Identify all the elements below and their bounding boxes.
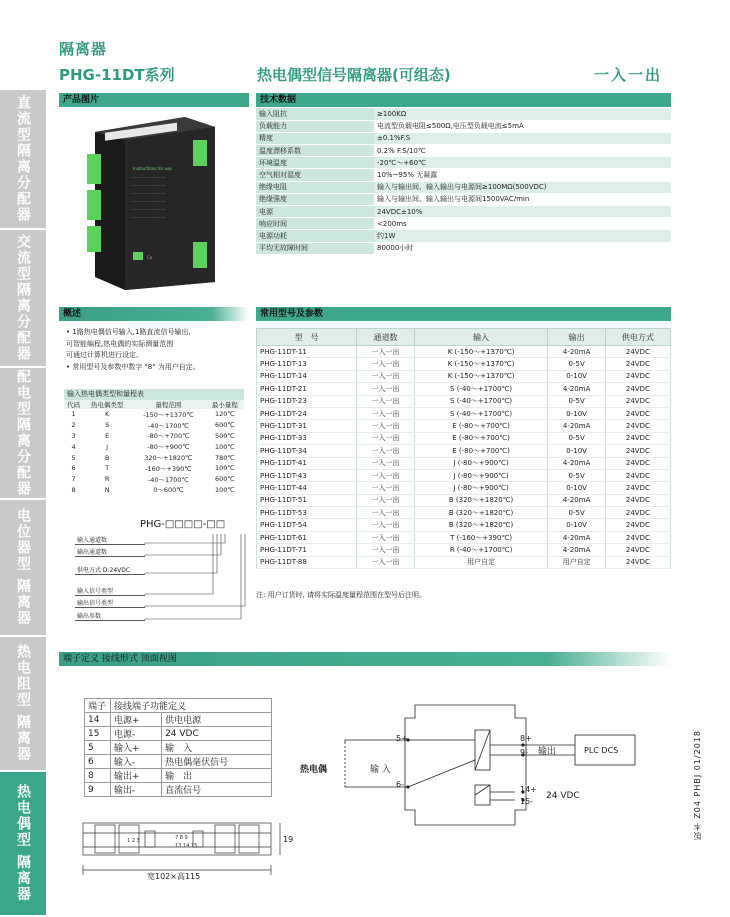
range-cell: 5 — [71, 453, 76, 462]
model-cell: B (320～+1820℃) — [414, 507, 548, 519]
model-cell: 24VDC — [605, 469, 670, 481]
model-cell: 0-10V — [548, 370, 605, 382]
spec-row — [256, 218, 671, 230]
model-cell: 一入一出 — [357, 358, 414, 370]
overview-item: • 1路热电偶信号输入,1路直流信号输出, — [66, 328, 191, 336]
svg-text:...........................: ........................... — [131, 198, 166, 203]
terminal-row — [85, 755, 272, 769]
spec-row — [256, 181, 671, 193]
model-cell: 0-5V — [548, 507, 605, 519]
model-row — [257, 383, 671, 395]
terminal-row — [85, 769, 272, 783]
model-cell: 24VDC — [605, 494, 670, 506]
model-cell: 一入一出 — [357, 420, 414, 432]
range-cell: 8 — [71, 485, 76, 494]
spec-key: 输入阻抗 — [256, 108, 374, 120]
terminal-8-label: 8+ — [520, 734, 532, 743]
model-cell: 一入一出 — [357, 432, 414, 444]
model-cell: 0-10V — [548, 519, 605, 531]
terminal-cell: 15 — [85, 727, 111, 741]
terminal-row — [85, 741, 272, 755]
range-cell: 6 — [71, 464, 76, 473]
range-cell: N — [104, 485, 110, 494]
overview-item: 可智能编程,热电偶的实际测量范围 — [66, 339, 174, 348]
model-cell: 24VDC — [605, 556, 670, 568]
spec-key: 平均无故障时间 — [256, 242, 374, 254]
model-header: 输出 — [548, 329, 605, 346]
terminal-14-label: 14+ — [520, 785, 537, 794]
range-cell: 600℃ — [214, 475, 235, 484]
version-footer: 版本 Z04 PHBJ 01/2018 — [693, 730, 702, 841]
spec-row — [256, 157, 671, 169]
spec-key: 负载能力 — [256, 120, 374, 132]
model-cell: 一入一出 — [357, 494, 414, 506]
range-row — [64, 409, 244, 420]
overview-list — [66, 327, 246, 373]
range-header-row — [64, 400, 244, 409]
model-cell: 0-10V — [548, 445, 605, 457]
range-cell: K — [105, 410, 110, 419]
model-cell: 一入一出 — [357, 370, 414, 382]
terminal-cell: 8 — [85, 769, 111, 783]
module-logo — [133, 252, 143, 260]
spec-value: 80000小时 — [374, 242, 671, 254]
model-cell: 24VDC — [605, 395, 670, 407]
spec-key: 电源 — [256, 206, 374, 218]
terminal-5-label: 5+ — [396, 734, 408, 743]
spec-row — [256, 169, 671, 181]
range-header: 最小量程 — [206, 400, 244, 409]
terminal-9-label: 9- — [520, 748, 528, 757]
ordering-label: 输入通道数 — [75, 535, 145, 545]
spec-table — [256, 108, 671, 255]
model-header: 供电方式 — [605, 329, 670, 346]
model-row — [257, 482, 671, 494]
model-cell: E (-80～+700℃) — [414, 445, 548, 457]
model-cell: 一入一出 — [357, 383, 414, 395]
ordering-label: 输出参数 — [75, 611, 145, 621]
range-row — [64, 485, 244, 496]
model-series: PHG-11DT系列 — [59, 66, 175, 84]
model-row — [257, 494, 671, 506]
range-cell: T — [105, 464, 110, 473]
svg-text:13 14 15: 13 14 15 — [175, 843, 198, 849]
model-row — [257, 358, 671, 370]
model-row — [257, 507, 671, 519]
spec-row — [256, 145, 671, 157]
range-cell: J — [106, 442, 109, 451]
spec-value: -20℃～+60℃ — [374, 157, 671, 169]
terminal-cell: 5 — [85, 741, 111, 755]
top-view-lines — [75, 815, 285, 895]
model-cell: J (-80～+900℃) — [414, 482, 548, 494]
range-cell: 600℃ — [214, 421, 235, 430]
spec-value: 输入与输出间、输入输出与电源间≥100MΩ(500VDC) — [374, 181, 671, 193]
model-header-row — [257, 329, 671, 346]
svg-text:...........................: ........................... — [131, 182, 166, 187]
model-cell: PHG-11DT-53 — [257, 507, 357, 519]
spec-row — [256, 132, 671, 144]
range-cell: 3 — [71, 431, 76, 440]
model-cell: 0-5V — [548, 395, 605, 407]
io-type: 一入一出 — [594, 66, 663, 84]
ordering-label: 供电方式 D:24VDC — [75, 565, 145, 575]
range-cell: 100℃ — [214, 485, 235, 494]
spec-value: ±0.1%F.S — [374, 132, 671, 144]
range-header: 热电偶类型 — [83, 400, 131, 409]
range-cell: 7 — [71, 475, 76, 484]
spec-row — [256, 120, 671, 132]
terminal-cell: 输出+ — [111, 769, 162, 783]
range-header: 代码 — [64, 400, 83, 409]
range-cell: 100℃ — [214, 464, 235, 473]
range-cell: 0～600℃ — [153, 486, 184, 495]
model-cell: PHG-11DT-34 — [257, 445, 357, 457]
power-label: 24 VDC — [546, 791, 580, 801]
terminal-cell: 输出- — [111, 783, 162, 797]
sidebar-item-dc-isolator[interactable]: 直流型隔离分配器 — [0, 90, 46, 230]
terminal-cell: 供电电源 — [162, 713, 272, 727]
model-cell: 4-20mA — [548, 494, 605, 506]
range-cell: 780℃ — [214, 453, 235, 462]
spec-row — [256, 193, 671, 205]
model-cell: 4-20mA — [548, 346, 605, 358]
model-cell: 一入一出 — [357, 507, 414, 519]
model-cell: PHG-11DT-23 — [257, 395, 357, 407]
spec-row — [256, 108, 671, 120]
ordering-code: PHG-□□□□-□□ — [140, 519, 226, 530]
spec-key: 电源功耗 — [256, 230, 374, 242]
range-row — [64, 474, 244, 485]
isolator-module-illustration — [75, 112, 235, 292]
model-cell: 4-20mA — [548, 531, 605, 543]
model-cell: PHG-11DT-31 — [257, 420, 357, 432]
model-row — [257, 370, 671, 382]
spec-key: 温度漂移系数 — [256, 145, 374, 157]
model-row — [257, 432, 671, 444]
model-cell: J (-80～+900℃) — [414, 457, 548, 469]
spec-value: 输入与输出间、输入输出与电源间1500VAC/min — [374, 193, 671, 205]
model-cell: 24VDC — [605, 383, 670, 395]
model-cell: 24VDC — [605, 457, 670, 469]
model-cell: PHG-11DT-21 — [257, 383, 357, 395]
model-cell: PHG-11DT-43 — [257, 469, 357, 481]
model-header: 型 号 — [257, 329, 357, 346]
product-description: 热电偶型信号隔离器(可组态) — [257, 66, 451, 84]
spec-row — [256, 206, 671, 218]
model-cell: 24VDC — [605, 370, 670, 382]
model-cell: E (-80～+700℃) — [414, 420, 548, 432]
svg-text:7 8 9: 7 8 9 — [175, 835, 188, 841]
sidebar-item-rtd-isolator[interactable]: 热电阻型 隔离器 — [0, 637, 46, 772]
spec-value: ≥100KΩ — [374, 108, 671, 120]
terminal-row — [85, 713, 272, 727]
model-cell: B (320～+1820℃) — [414, 494, 548, 506]
model-cell: J (-80～+900℃) — [414, 469, 548, 481]
model-cell: 0-10V — [548, 407, 605, 419]
model-cell: 24VDC — [605, 445, 670, 457]
spec-value: 电流型负载电阻≤500Ω,电压型负载电流≤5mA — [374, 120, 671, 132]
range-row — [64, 463, 244, 474]
model-row — [257, 395, 671, 407]
model-cell: 一入一出 — [357, 457, 414, 469]
model-cell: 0-5V — [548, 358, 605, 370]
model-cell: 24VDC — [605, 346, 670, 358]
model-row — [257, 457, 671, 469]
ordering-label: 输出信号类型 — [75, 598, 145, 608]
range-row — [64, 431, 244, 442]
terminal-6-label: 6- — [396, 780, 404, 789]
range-header: 量程范围 — [131, 400, 206, 409]
range-cell: -40～1700℃ — [147, 475, 189, 484]
model-row — [257, 407, 671, 419]
spec-key: 响应时间 — [256, 218, 374, 230]
model-cell: 用户自定 — [548, 556, 605, 568]
range-cell: 2 — [71, 421, 76, 430]
model-cell: PHG-11DT-51 — [257, 494, 357, 506]
top-view-depth: 19 — [283, 835, 294, 844]
thermocouple-label: 热电偶 — [300, 765, 328, 775]
model-row — [257, 469, 671, 481]
model-cell: 24VDC — [605, 432, 670, 444]
model-cell: E (-80～+700℃) — [414, 432, 548, 444]
terminal-15-label: 15- — [520, 797, 534, 806]
wiring-diagram — [300, 700, 650, 835]
spec-value: 0.2% F.S/10℃ — [374, 145, 671, 157]
range-cell: R — [104, 475, 110, 484]
model-row — [257, 519, 671, 531]
terminal-cell: 6 — [85, 755, 111, 769]
terminal-cell: 14 — [85, 713, 111, 727]
model-cell: 一入一出 — [357, 445, 414, 457]
range-cell: -150～+1370℃ — [143, 410, 194, 419]
terminal-row — [85, 783, 272, 797]
model-row — [257, 544, 671, 556]
page-category: 隔离器 — [59, 40, 108, 58]
model-cell: PHG-11DT-33 — [257, 432, 357, 444]
model-cell: 0-5V — [548, 469, 605, 481]
model-cell: 一入一出 — [357, 407, 414, 419]
model-cell: PHG-11DT-61 — [257, 531, 357, 543]
input-label: 输 入 — [370, 765, 391, 775]
model-cell: PHG-11DT-24 — [257, 407, 357, 419]
range-cell: -40～1700℃ — [147, 421, 189, 430]
model-row — [257, 556, 671, 568]
module-label-text: Instructions for use — [133, 166, 172, 171]
model-cell: 用户自定 — [414, 556, 548, 568]
range-cell: -160～+390℃ — [145, 464, 192, 473]
model-cell: PHG-11DT-13 — [257, 358, 357, 370]
terminal-cell: 输 出 — [162, 769, 272, 783]
model-cell: 一入一出 — [357, 482, 414, 494]
spec-value: 10%~95% 无凝露 — [374, 169, 671, 181]
spec-key: 绝缘强度 — [256, 193, 374, 205]
section-product-image: 产品图片 — [59, 93, 249, 107]
model-cell: 一入一出 — [357, 544, 414, 556]
model-table — [256, 328, 671, 569]
range-cell: 1 — [71, 410, 76, 419]
module-brand-text: Co — [147, 255, 153, 260]
sidebar-item-ac-isolator[interactable]: 交流型隔离分配器 — [0, 230, 46, 368]
model-cell: K (-150～+1370℃) — [414, 370, 548, 382]
model-cell: 24VDC — [605, 407, 670, 419]
section-terminals: 端子定义 接线形式 顶面视图 — [59, 652, 671, 666]
model-cell: 一入一出 — [357, 395, 414, 407]
overview-item: 可通过计算机进行设定。 — [66, 351, 143, 359]
spec-row — [256, 230, 671, 242]
model-cell: 一入一出 — [357, 346, 414, 358]
spec-key: 环境温度 — [256, 157, 374, 169]
model-cell: 24VDC — [605, 482, 670, 494]
top-view-dimension: 宽102×高115 — [147, 872, 201, 881]
model-cell: 24VDC — [605, 507, 670, 519]
model-cell: 24VDC — [605, 519, 670, 531]
terminal-cell: 9 — [85, 783, 111, 797]
model-cell: K (-150～+1370℃) — [414, 358, 548, 370]
model-cell: PHG-11DT-71 — [257, 544, 357, 556]
model-row — [257, 420, 671, 432]
wiring-diagram-lines — [300, 700, 650, 835]
terminal-cell: 电源+ — [111, 713, 162, 727]
model-row — [257, 346, 671, 358]
model-cell: 4-20mA — [548, 383, 605, 395]
plc-dcs-label: PLC DCS — [584, 746, 619, 755]
model-cell: 一入一出 — [357, 519, 414, 531]
model-note: 注: 用户订货时, 请将实际温度量程范围在型号后注明。 — [256, 591, 427, 599]
ordering-label: 输入信号类型 — [75, 586, 145, 596]
range-table-caption: 输入热电偶类型和量程表 — [64, 389, 244, 400]
terminal-cell: 输入+ — [111, 741, 162, 755]
range-cell: 320～+1820℃ — [144, 454, 193, 463]
range-row — [64, 441, 244, 452]
model-cell: 4-20mA — [548, 457, 605, 469]
model-cell: 一入一出 — [357, 469, 414, 481]
terminal-cell: 电源- — [111, 727, 162, 741]
terminal-cell: 24 VDC — [162, 727, 272, 741]
sidebar-item-thermocouple-isolator[interactable]: 热电偶型 隔离器 — [0, 772, 46, 917]
model-cell: PHG-11DT-14 — [257, 370, 357, 382]
product-image — [75, 112, 235, 292]
model-cell: 一入一出 — [357, 556, 414, 568]
range-cell: 100℃ — [214, 442, 235, 451]
section-tech-data: 技术数据 — [256, 93, 671, 107]
terminal-cell: 输入- — [111, 755, 162, 769]
range-row — [64, 420, 244, 431]
model-cell: 0-5V — [548, 432, 605, 444]
model-cell: PHG-11DT-44 — [257, 482, 357, 494]
range-row — [64, 452, 244, 463]
ordering-label: 输出通道数 — [75, 547, 145, 557]
svg-text:...........................: ........................... — [131, 174, 166, 179]
model-row — [257, 531, 671, 543]
terminal-row — [85, 727, 272, 741]
model-cell: 0-10V — [548, 482, 605, 494]
svg-text:...........................: ........................... — [131, 214, 166, 219]
terminal-cell: 热电偶毫伏信号 — [162, 755, 272, 769]
model-cell: 24VDC — [605, 358, 670, 370]
range-cell: B — [104, 453, 110, 462]
spec-key: 空气相对湿度 — [256, 169, 374, 181]
section-overview: 概述 — [59, 307, 249, 321]
model-header: 通道数 — [357, 329, 414, 346]
spec-key: 绝缘电阻 — [256, 181, 374, 193]
top-view-drawing — [75, 815, 294, 895]
model-cell: 一入一出 — [357, 531, 414, 543]
terminal-table — [84, 698, 272, 797]
spec-key: 精度 — [256, 132, 374, 144]
svg-text:...........................: ........................... — [131, 206, 166, 211]
model-row — [257, 445, 671, 457]
spec-value: 约1W — [374, 230, 671, 242]
model-cell: R (-40～+1700℃) — [414, 544, 548, 556]
terminal-header: 端子 — [85, 699, 111, 713]
range-cell: 4 — [71, 442, 76, 451]
model-cell: PHG-11DT-11 — [257, 346, 357, 358]
range-cell: E — [105, 431, 110, 440]
spec-value: 24VDC±10% — [374, 206, 671, 218]
model-cell: PHG-11DT-41 — [257, 457, 357, 469]
model-cell: 4-20mA — [548, 544, 605, 556]
model-cell: 24VDC — [605, 420, 670, 432]
overview-item: • 常用型号及参数中数字 "8" 为用户自定。 — [66, 362, 200, 371]
spec-row — [256, 242, 671, 254]
model-cell: S (-40～+1700℃) — [414, 383, 548, 395]
terminal-cell: 直流信号 — [162, 783, 272, 797]
model-cell: 4-20mA — [548, 420, 605, 432]
range-cell: -80～+700℃ — [147, 432, 190, 441]
spec-value: <200ms — [374, 218, 671, 230]
range-cell: 500℃ — [214, 431, 235, 440]
section-models: 常用型号及参数 — [256, 307, 671, 321]
output-label: 输出 — [538, 747, 557, 757]
model-header: 输入 — [414, 329, 548, 346]
range-cell: S — [105, 421, 110, 430]
sidebar-item-potentiometer-isolator[interactable]: 电位器型 隔离器 — [0, 500, 46, 637]
sidebar-item-distribution-isolator[interactable]: 配电型隔离分配器 — [0, 368, 46, 500]
model-cell: PHG-11DT-54 — [257, 519, 357, 531]
model-cell: 24VDC — [605, 531, 670, 543]
svg-text:...........................: ........................... — [131, 190, 166, 195]
range-table — [64, 400, 244, 495]
range-cell: 120℃ — [214, 410, 235, 419]
model-cell: T (-160～+390℃) — [414, 531, 548, 543]
terminal-header: 接线端子功能定义 — [111, 699, 272, 713]
model-cell: S (-40～+1700℃) — [414, 395, 548, 407]
model-cell: K (-150～+1370℃) — [414, 346, 548, 358]
svg-text:1 2 3: 1 2 3 — [127, 838, 140, 844]
terminal-cell: 输 入 — [162, 741, 272, 755]
range-cell: -80～+900℃ — [147, 443, 190, 452]
model-cell: B (320～+1820℃) — [414, 519, 548, 531]
model-cell: PHG-11DT-88 — [257, 556, 357, 568]
model-cell: 24VDC — [605, 544, 670, 556]
model-cell: S (-40～+1700℃) — [414, 407, 548, 419]
